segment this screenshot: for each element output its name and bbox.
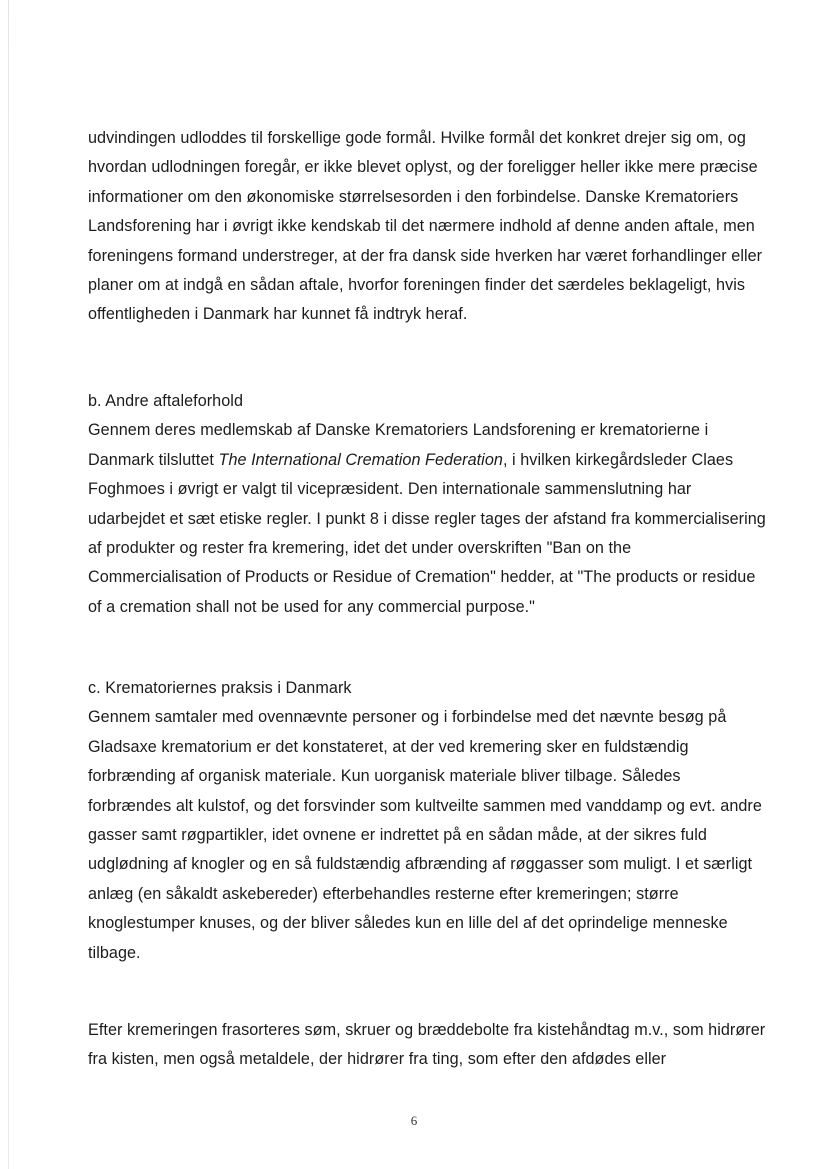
section-c-paragraph-2-wrap [88,1016,768,1075]
intro-paragraph: udvindingen udloddes til forskellige gode formål. Hvilke formål det konkret drejer sig om, og hvordan udlodningen foregår, er ikke blevet oplyst, og der foreligger heller ikke mere præcise informationer om den økonomiske størrelsesorden i den forbindelse. Danske Krematoriers Landsforening har i øvrigt ikke kendskab til det nærmere indhold af denne anden aftale, men foreningens formand understreger, at der fra dansk side hverken har været forhandlinger eller planer om at indgå en sådan aftale, hvorfor foreningen finder det særdeles beklageligt, hvis offentligheden i Danmark har kunnet få indtryk heraf. [88,129,763,324]
page-number: 6 [410,1113,418,1128]
section-b-text-2: , i hvilken kirkegårdsleder Claes Foghmoes i øvrigt er valgt til vicepræsident. Den internationale sammenslutning har udarbejdet et sæt etiske regler. I punkt 8 i disse regler tages der afstand fra kommercialisering af produkter og rester fra kremering, idet det under overskriften "Ban on the Commercialisation of Products or Residue of Cremation" hedder, at "The products or residue of a cremation shall not be used for any commercial purpose." [88,450,766,616]
scan-edge-line [8,0,9,1169]
document-page [88,124,768,1069]
section-c [88,674,768,1069]
section-c-paragraph-2: Efter kremeringen frasorteres søm, skruer og bræddebolte fra kistehåndtag m.v., som hidrører fra kisten, men også metaldele, der hidrører fra ting, som efter den afdødes eller [88,1021,766,1069]
section-c-body [88,674,768,968]
section-c-paragraph-1: Gennem samtaler med ovennævnte personer og i forbindelse med det nævnte besøg på Gladsaxe krematorium er det konstateret, at der ved kremering sker en fuldstændig forbrænding af organisk materiale. Kun uorganisk materiale bliver tilbage. Således forbrændes alt kulstof, og det forsvinder som kultveilte sammen med vanddamp og evt. andre gasser samt røgpartikler, idet ovnene er indrettet på en sådan måde, at der sikres fuld udglødning af knogler og en så fuldstændig afbrænding af røggasser som muligt. I et særligt anlæg (en såkaldt askebereder) efterbehandles resterne efter kremeringen; større knoglestumper knuses, og der bliver således kun en lille del af det oprindelige menneske tilbage. [88,708,762,962]
section-c-heading: c. Krematoriernes praksis i Danmark [88,679,352,697]
section-b [88,387,768,622]
section-b-text-1: Gennem deres medlemskab af Danske Krematoriers Landsforening er krematorierne i Danmark tilsluttet [88,421,709,469]
section-b-heading: b. Andre aftaleforhold [88,392,243,410]
section-b-body [88,387,768,622]
federation-name: The International Cremation Federation [218,450,503,469]
